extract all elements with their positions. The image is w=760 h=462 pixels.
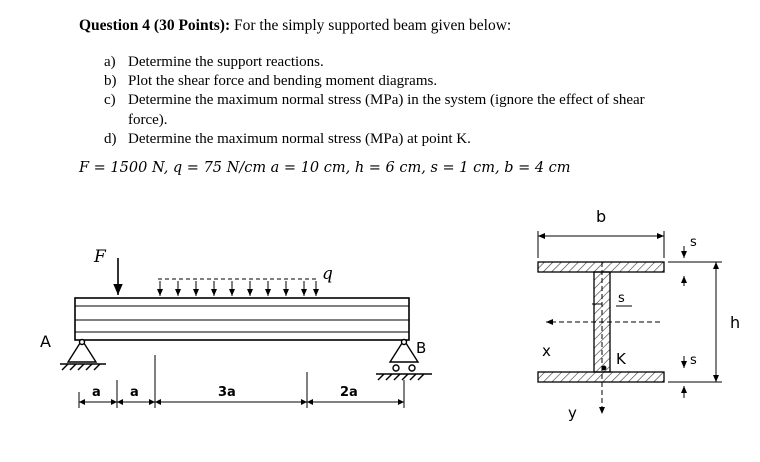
y-axis-label: y — [568, 404, 577, 422]
bottom-flange — [538, 372, 664, 382]
web-thickness-label: s — [618, 291, 625, 306]
dim-label: a — [92, 385, 101, 400]
distributed-load — [158, 279, 318, 296]
item-label: c) — [104, 92, 116, 109]
bottom-thickness-label: s — [690, 353, 697, 368]
item-label: b) — [104, 73, 117, 90]
i-section — [538, 231, 722, 414]
top-flange — [538, 262, 664, 272]
point-k-label: K — [616, 350, 626, 368]
pin-support-a — [60, 340, 106, 371]
beam-diagram — [60, 258, 432, 408]
item-label: d) — [104, 130, 117, 147]
support-a-label: A — [40, 332, 51, 351]
given-parameters: F = 1500 N, q = 75 N/cm a = 10 cm, h = 6 cm, s = 1 cm, b = 4 cm — [79, 160, 571, 176]
x-axis-label: x — [542, 342, 551, 360]
flange-thickness-label: s — [690, 235, 697, 250]
item-text: Determine the maximum normal stress (MPa) at point K. — [128, 130, 471, 147]
beam-body — [75, 298, 409, 340]
load-label: q — [322, 264, 333, 284]
item-text: Determine the maximum normal stress (MPa) in the system (ignore the effect of shear — [128, 92, 645, 109]
question-prompt: For the simply supported beam given below: — [230, 17, 512, 34]
dim-label: 3a — [218, 385, 236, 400]
height-label: h — [730, 313, 741, 332]
item-text: Plot the shear force and bending moment diagrams. — [128, 73, 438, 90]
width-label: b — [596, 207, 607, 226]
dim-label: 2a — [340, 385, 358, 400]
item-text: force). — [128, 111, 168, 128]
item-text: Determine the support reactions. — [128, 54, 324, 70]
question-number: Question 4 (30 Points): — [79, 17, 231, 34]
support-b-label: B — [416, 339, 427, 357]
force-label: F — [94, 247, 106, 267]
point-k-marker — [602, 366, 606, 370]
item-label: a) — [104, 54, 116, 70]
dim-label: a — [130, 385, 139, 400]
dimension-lines — [79, 355, 404, 408]
